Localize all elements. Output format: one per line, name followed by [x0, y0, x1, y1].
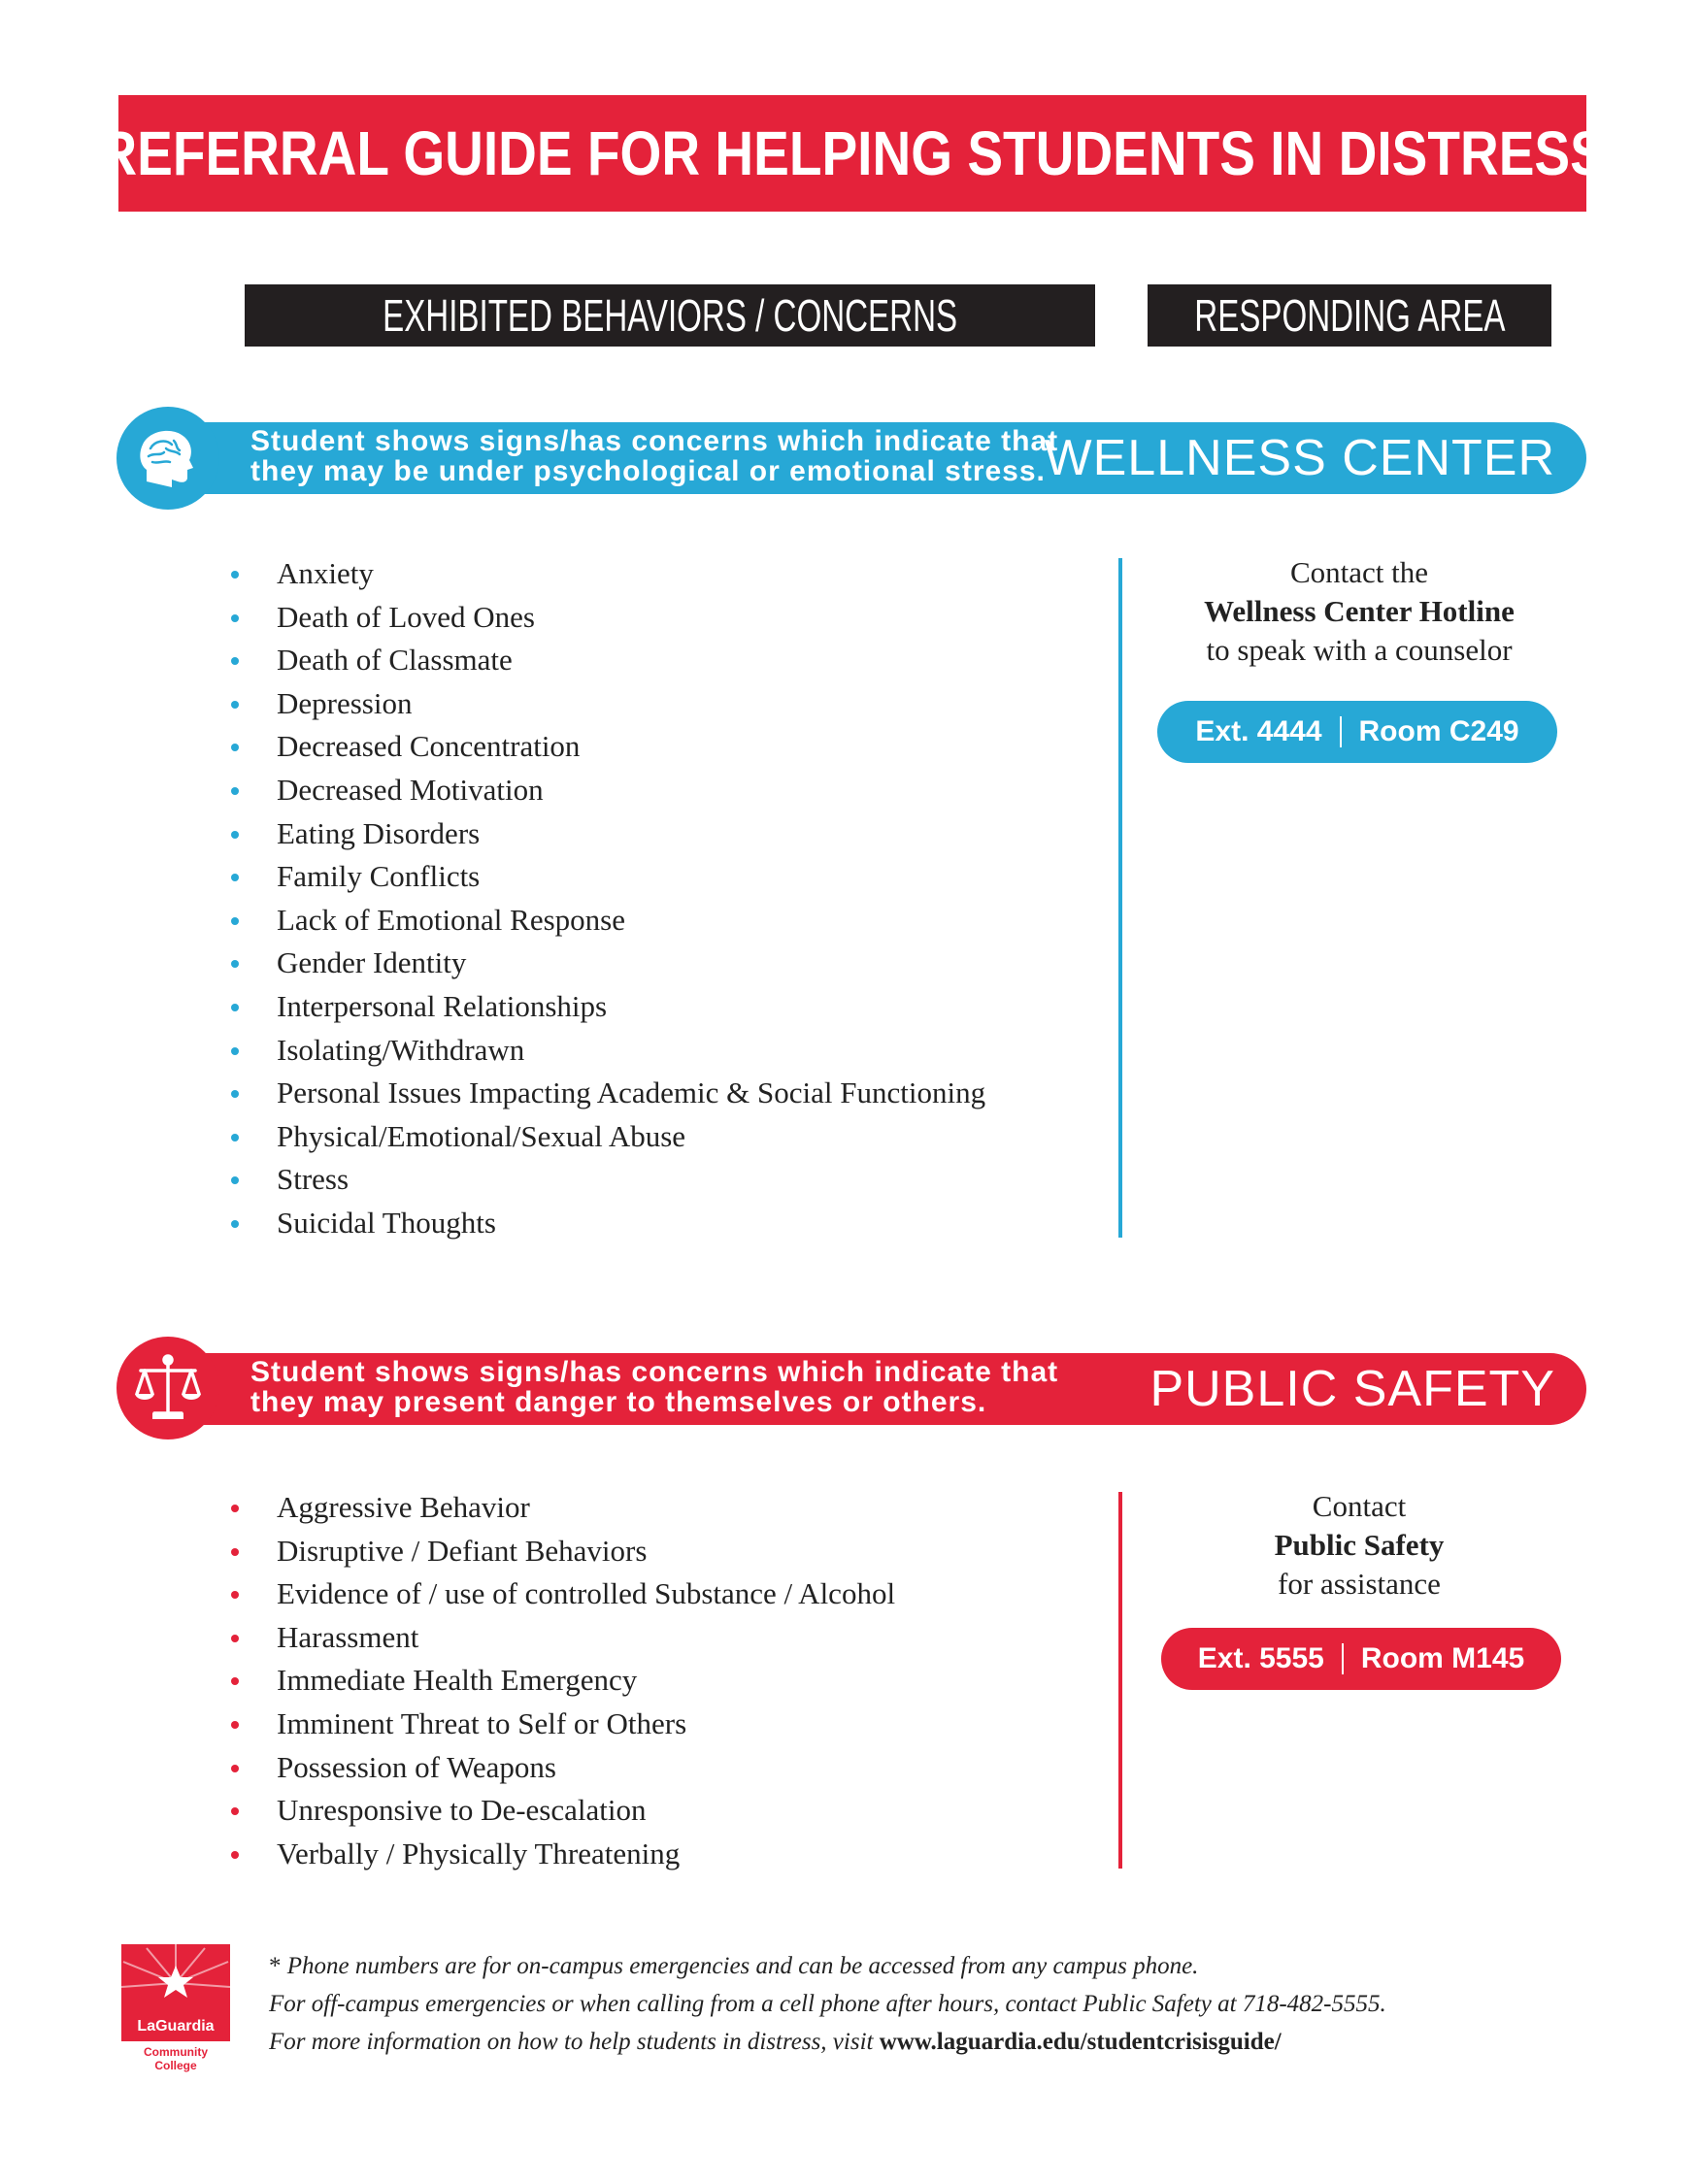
list-item: Decreased Motivation — [277, 769, 1112, 812]
list-item: Anxiety — [277, 552, 1112, 596]
footnote-line-2: For off-campus emergencies or when calling from a cell phone after hours, contact Public Safety at 718-482-5555. — [269, 1991, 1386, 2017]
responding-area-column-header: RESPONDING AREA — [1148, 284, 1551, 347]
list-item: Family Conflicts — [277, 855, 1112, 899]
list-item: Aggressive Behavior — [277, 1486, 1112, 1530]
wellness-description: Student shows signs/has concerns which indicate that they may be under psychological or emotional stress. — [250, 425, 1059, 487]
list-item: Eating Disorders — [277, 812, 1112, 856]
list-item: Imminent Threat to Self or Others — [277, 1703, 1112, 1746]
safety-contact-pill — [1161, 1628, 1561, 1690]
list-item: Physical/Emotional/Sexual Abuse — [277, 1115, 1112, 1159]
safety-area-label: PUBLIC SAFETY — [1149, 1361, 1555, 1417]
crisis-guide-link[interactable]: www.laguardia.edu/studentcrisisguide/ — [879, 2029, 1282, 2055]
list-item: Evidence of / use of controlled Substance / Alcohol — [277, 1572, 1112, 1616]
list-item: Death of Classmate — [277, 639, 1112, 682]
list-item: Immediate Health Emergency — [277, 1659, 1112, 1703]
title-banner — [98, 95, 1607, 212]
footer-notes — [269, 1947, 1609, 2061]
safety-room: Room M145 — [1360, 1642, 1525, 1674]
footnote-asterisk: * — [269, 1953, 282, 1979]
safety-behaviors-list — [277, 1486, 1112, 1875]
wellness-extension: Ext. 4444 — [1195, 715, 1322, 747]
wellness-section-bar — [163, 422, 1586, 494]
wellness-divider — [1118, 558, 1122, 1238]
list-item: Lack of Emotional Response — [277, 899, 1112, 943]
list-item: Unresponsive to De-escalation — [277, 1789, 1112, 1833]
list-item: Verbally / Physically Threatening — [277, 1833, 1112, 1876]
behaviors-column-header: EXHIBITED BEHAVIORS / CONCERNS — [245, 284, 1095, 347]
safety-contact-info: Contact Public Safety for assistance — [1274, 1489, 1445, 1601]
list-item: Gender Identity — [277, 942, 1112, 985]
wellness-room: Room C249 — [1358, 715, 1519, 747]
list-item: Disruptive / Defiant Behaviors — [277, 1530, 1112, 1573]
wellness-behaviors-list — [277, 552, 1112, 1245]
wellness-area-label: WELLNESS CENTER — [1044, 430, 1555, 486]
list-item: Possession of Weapons — [277, 1746, 1112, 1790]
laguardia-logo — [121, 1944, 230, 2072]
scales-of-justice-icon — [117, 1337, 219, 1439]
wellness-contact-info: Contact the Wellness Center Hotline to speak with a counselor — [1204, 555, 1515, 667]
footnote-line-1: Phone numbers are for on-campus emergencies and can be accessed from any campus phone. — [286, 1953, 1199, 1979]
footnote-line-3: For more information on how to help students in distress, visit — [269, 2029, 874, 2055]
list-item: Decreased Concentration — [277, 725, 1112, 769]
pill-separator — [1342, 1643, 1344, 1674]
list-item: Death of Loved Ones — [277, 596, 1112, 640]
logo-name: LaGuardia — [137, 2018, 215, 2035]
list-item: Harassment — [277, 1616, 1112, 1660]
pill-separator — [1340, 716, 1342, 747]
safety-extension: Ext. 5555 — [1197, 1642, 1324, 1674]
list-item: Interpersonal Relationships — [277, 985, 1112, 1029]
safety-section-bar — [163, 1353, 1586, 1425]
safety-divider — [1118, 1492, 1122, 1869]
list-item: Stress — [277, 1158, 1112, 1202]
list-item: Depression — [277, 682, 1112, 726]
wellness-contact-pill — [1157, 701, 1557, 763]
logo-subtitle: Community College — [144, 2045, 208, 2072]
brain-head-icon — [117, 407, 219, 510]
list-item: Suicidal Thoughts — [277, 1202, 1112, 1245]
safety-description: Student shows signs/has concerns which indicate that they may present danger to themselves or others. — [250, 1356, 1059, 1418]
page-title: REFERRAL GUIDE FOR HELPING STUDENTS IN DISTRESS — [98, 118, 1607, 188]
list-item: Isolating/Withdrawn — [277, 1029, 1112, 1073]
list-item: Personal Issues Impacting Academic & Social Functioning — [277, 1072, 1112, 1115]
